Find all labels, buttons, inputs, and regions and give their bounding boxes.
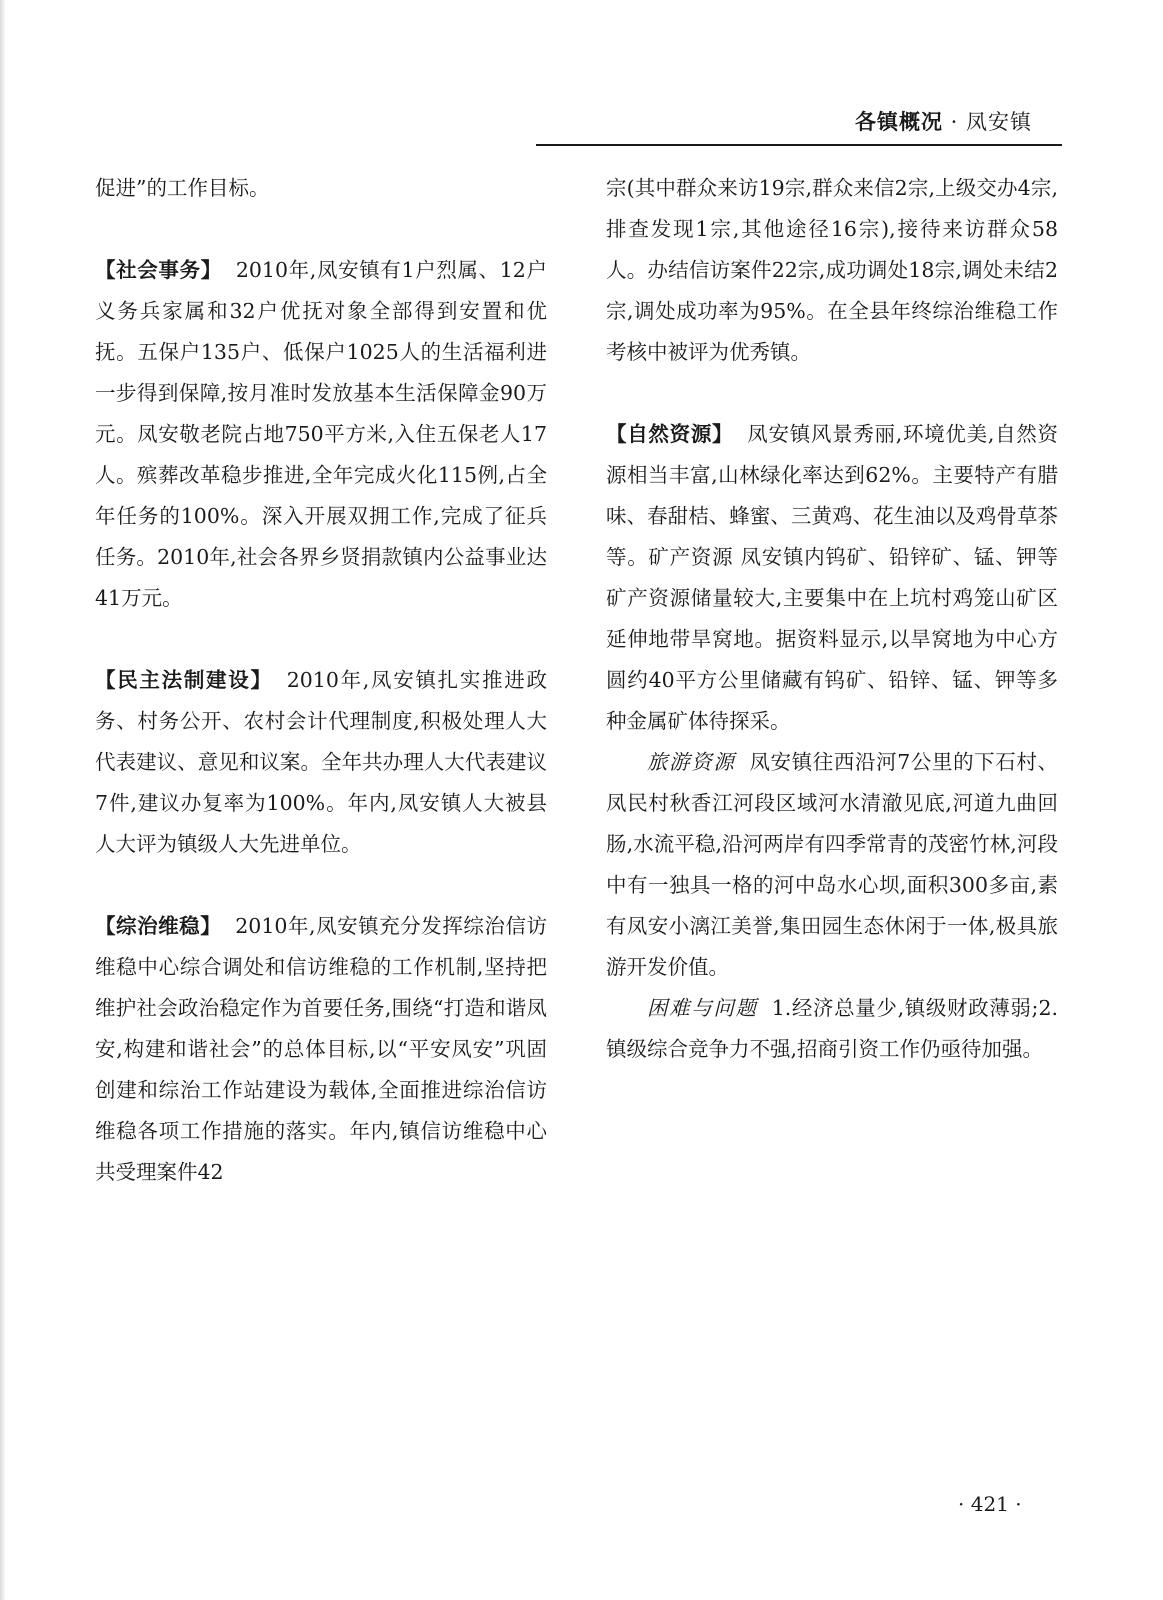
header-section-title: 各镇概况 (854, 110, 943, 134)
section-heading: 【社会事务】 (95, 258, 222, 282)
section-body: 2010年,凤安镇充分发挥综治信访维稳中心综合调处和信访维稳的工作机制,坚持把维护社会政治稳定作为首要任务,围绕“打造和谐凤安,构建和谐社会”的总体目标,以“平安凤安”巩固创建和综治工作站建设为载体,全面推进综治信访维稳各项工作措施的落实。年内,镇信访维稳中心共受理案件42 (95, 914, 548, 1184)
scan-edge-shadow (0, 0, 6, 1600)
subsection-problems (606, 988, 1058, 1070)
section-social-affairs (95, 250, 547, 619)
section-body: 2010年,凤安镇扎实推进政务、村务公开、农村会计代理制度,积极处理人大代表建议、意见和议案。全年共办理人大代表建议7件,建议办复率为100%。年内,凤安镇人大被县人大评为镇级人大先进单位。 (95, 668, 548, 856)
section-body: 2010年,凤安镇有1户烈属、12户义务兵家属和32户优抚对象全部得到安置和优抚。五保户135户、低保户1025人的生活福利进一步得到保障,按月准时发放基本生活保障金90万元。凤安敬老院占地750平方米,入住五保老人17人。殡葬改革稳步推进,全年完成火化115例,占全年任务的100%。深入开展双拥工作,完成了征兵任务。2010年,社会各界乡贤捐款镇内公益事业达41万元。 (95, 258, 547, 610)
subsection-heading: 旅游资源 (647, 750, 736, 774)
running-header-text (855, 106, 1032, 136)
left-column (95, 168, 547, 1193)
header-separator: · (942, 110, 966, 134)
section-heading: 【民主法制建设】 (95, 668, 273, 692)
section-heading: 【自然资源】 (606, 422, 734, 446)
section-body: 凤安镇风景秀丽,环境优美,自然资源相当丰富,山林绿化率达到62%。主要特产有腊味、春甜桔、蜂蜜、三黄鸡、花生油以及鸡骨草茶等。矿产资源 凤安镇内钨矿、铅锌矿、锰、钾等矿产资源储量较大,主要集中在上坑村鸡笼山矿区延伸地带旱窝地。据资料显示,以旱窝地为中心方圆约40平方公里储藏有钨矿、铅锌、锰、钾等多种金属矿体待探采。 (606, 422, 1058, 733)
section-heading: 【综治维稳】 (95, 914, 222, 938)
subsection-heading: 困难与问题 (647, 996, 758, 1020)
header-town-name: 凤安镇 (966, 110, 1032, 134)
page-number: · 421 · (958, 1492, 1022, 1516)
right-column (606, 168, 1058, 1070)
subsection-body: 凤安镇往西沿河7公里的下石村、凤民村秋香江河段区域河水清澈见底,河道九曲回肠,水流平稳,沿河两岸有四季常青的茂密竹林,河段中有一独具一格的河中岛水心坝,面积300多亩,素有凤安小漓江美誉,集田园生态休闲于一体,极具旅游开发价值。 (606, 750, 1058, 979)
running-header (536, 100, 1062, 146)
subsection-body: 1.经济总量少,镇级财政薄弱;2.镇级综合竞争力不强,招商引资工作仍亟待加强。 (606, 996, 1058, 1061)
section-stability (95, 906, 547, 1193)
section-democracy-law (95, 660, 547, 865)
continued-paragraph: 促进”的工作目标。 (95, 176, 270, 200)
header-rule (536, 144, 1062, 146)
continued-paragraph: 宗(其中群众来访19宗,群众来信2宗,上级交办4宗,排查发现1宗,其他途径16宗),接待来访群众58人。办结信访案件22宗,成功调处18宗,调处未结2宗,调处成功率为95%。在全县年终综治维稳工作考核中被评为优秀镇。 (606, 176, 1058, 364)
section-natural-resources (606, 414, 1058, 742)
subsection-tourism (606, 742, 1058, 988)
